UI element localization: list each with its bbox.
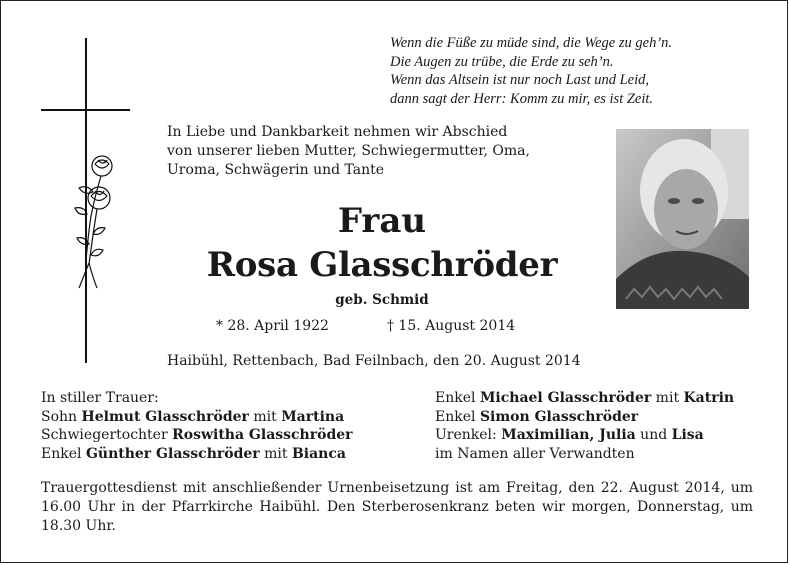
poem-line: Wenn das Altsein ist nur noch Last und Leid, (390, 72, 650, 88)
poem-line: dann sagt der Herr: Komm zu mir, es ist Zeit. (390, 90, 654, 107)
intro-line: von unserer lieben Mutter, Schwiegermutter, Oma, (167, 143, 530, 159)
salutation: Frau (337, 201, 427, 241)
funeral-service-info: Trauergottesdienst mit anschließender Urnenbeisetzung ist am Freitag, den 22. August 2014, um 16.00 Uhr in der Pfarrkirche Haibühl. Den Sterberosenkranz beten wir morgen, Donnerstag, um 18.30 Uhr. (41, 480, 753, 534)
cross-with-roses-icon (39, 38, 139, 368)
mourner-line: Enkel Simon Glasschröder (435, 408, 639, 425)
maiden-name: geb. Schmid (335, 292, 429, 308)
mourner-line: Sohn Helmut Glasschröder mit Martina (41, 408, 345, 425)
intro-line: In Liebe und Dankbarkeit nehmen wir Abschied (167, 124, 508, 140)
portrait-image (616, 129, 749, 309)
mourner-line: im Namen aller Verwandten (435, 445, 635, 462)
life-dates (216, 317, 515, 335)
mourner-line: Enkel Günther Glasschröder mit Bianca (41, 445, 346, 462)
mourner-line: Enkel Michael Glasschröder mit Katrin (435, 390, 735, 406)
portrait-photo (616, 129, 749, 309)
mourner-line: Urenkel: Maximilian, Julia und Lisa (435, 427, 704, 443)
poem-line: Wenn die Füße zu müde sind, die Wege zu geh’n. (390, 35, 673, 51)
poem (390, 34, 672, 108)
death-date: † 15. August 2014 (386, 318, 516, 334)
poem-line: Die Augen zu trübe, die Erde zu seh’n. (390, 53, 614, 70)
mourners-right (435, 389, 734, 463)
mourner-line: In stiller Trauer: (41, 390, 159, 406)
birth-date: * 28. April 1922 (216, 318, 329, 334)
deceased-name: Rosa Glasschröder (206, 245, 558, 285)
mourners-left (41, 389, 353, 463)
intro-line: Uroma, Schwägerin und Tante (167, 162, 385, 178)
mourner-line: Schwiegertochter Roswitha Glasschröder (41, 427, 353, 443)
place-and-date: Haibühl, Rettenbach, Bad Feilnbach, den 20. August 2014 (167, 353, 581, 369)
intro-text (167, 123, 607, 180)
